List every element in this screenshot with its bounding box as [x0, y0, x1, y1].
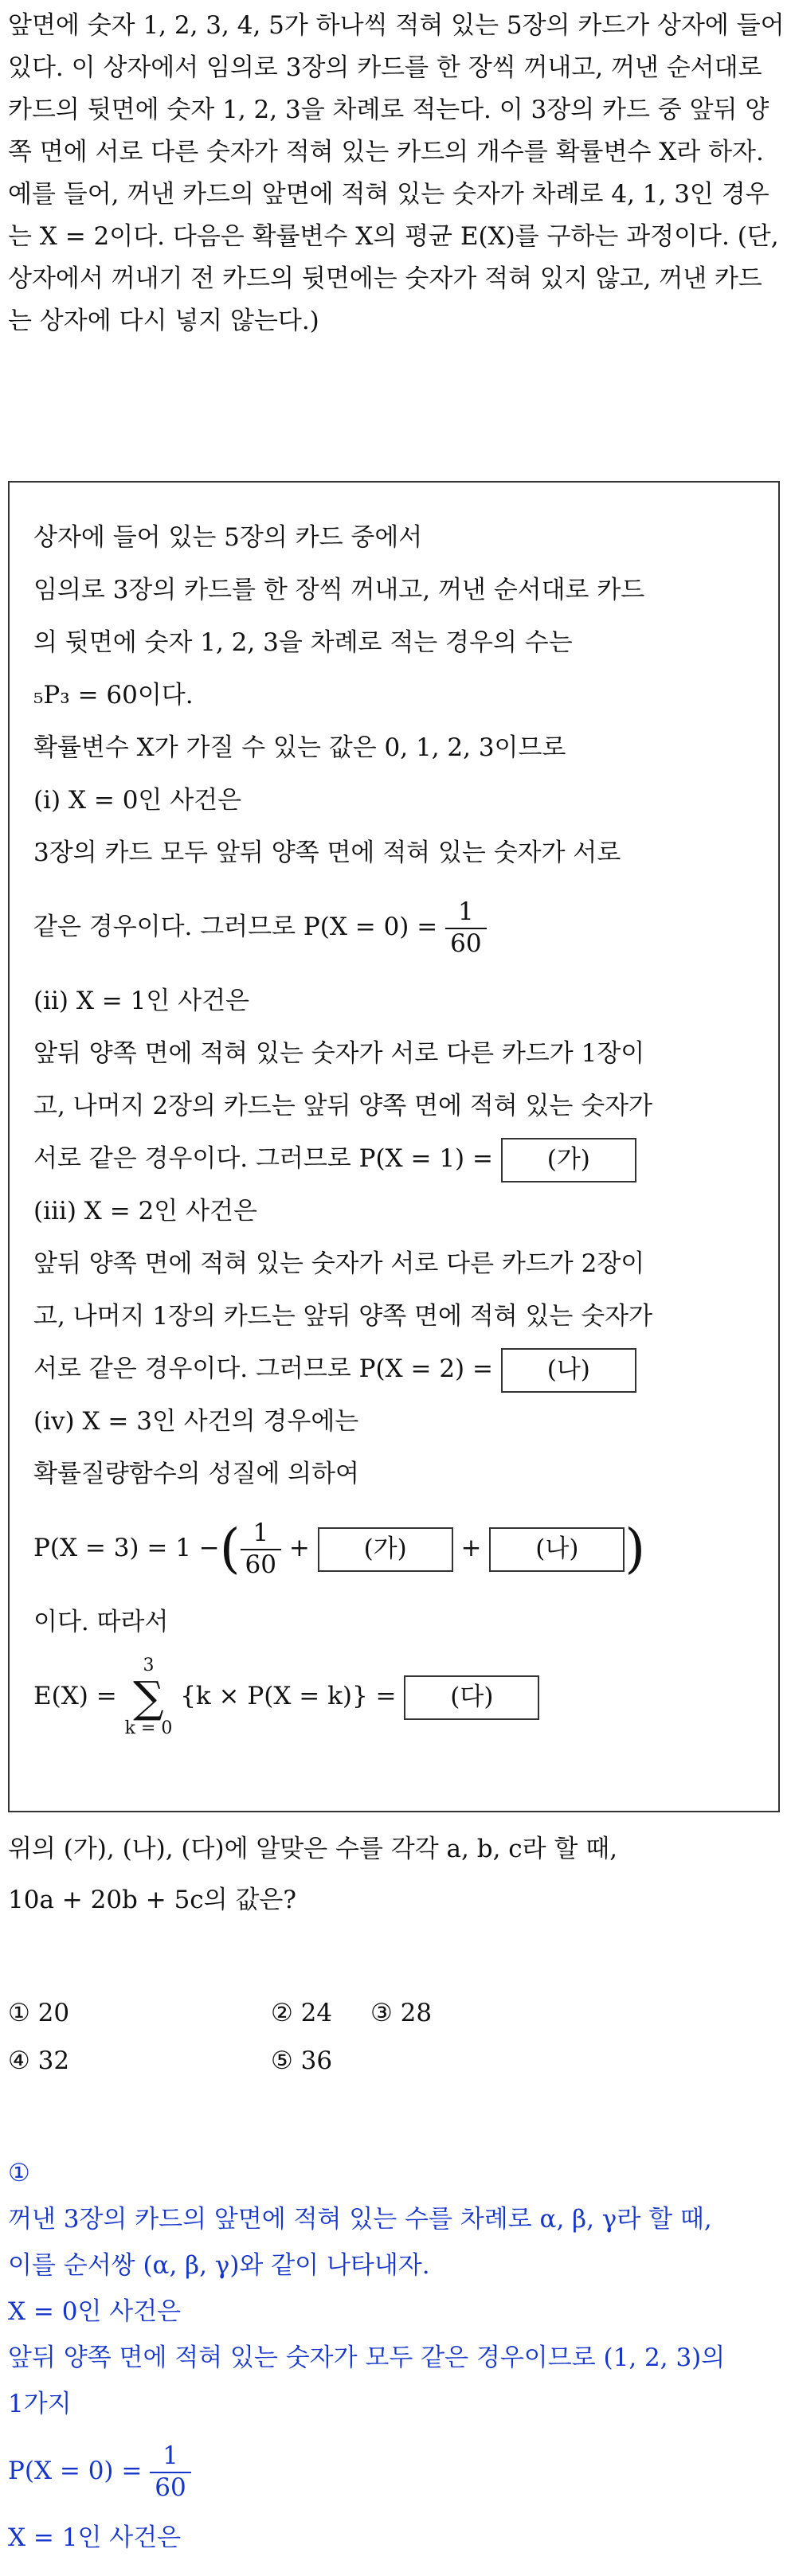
box-text: P(X = 3) = 1 − — [33, 1534, 220, 1562]
numerator: 1 — [241, 1519, 281, 1550]
box-line: 앞뒤 양쪽 면에 적혀 있는 숫자가 서로 다른 카드가 2장이 — [33, 1249, 645, 1278]
case-1-heading: (ⅰ) X = 0인 사건은 — [33, 786, 242, 815]
box-line: 임의로 3장의 카드를 한 장씩 꺼내고, 꺼낸 순서대로 카드 — [33, 576, 645, 604]
box-line: 고, 나머지 1장의 카드는 앞뒤 양쪽 면에 적혀 있는 숫자가 — [33, 1302, 653, 1331]
solution — [8, 2150, 785, 2561]
box-line: 의 뒷면에 숫자 1, 2, 3을 차례로 적는 경우의 수는 — [33, 628, 573, 657]
box-line: 확률질량함수의 성질에 의하여 — [33, 1460, 360, 1488]
blank-ga: (가) — [318, 1527, 453, 1572]
box-line: 확률변수 X가 가질 수 있는 값은 0, 1, 2, 3이므로 — [33, 733, 566, 762]
box-line: 상자에 들어 있는 5장의 카드 중에서 — [33, 523, 423, 552]
box-text: 같은 경우이다. 그러므로 P(X = 0) = — [33, 913, 438, 941]
box-text: E(X) = — [33, 1682, 117, 1710]
denominator: 60 — [155, 2472, 186, 2502]
box-line: 고, 나머지 2장의 카드는 앞뒤 양쪽 면에 적혀 있는 숫자가 — [33, 1092, 653, 1120]
fraction — [241, 1519, 281, 1579]
blank-da: (다) — [404, 1675, 539, 1720]
solution-text: P(X = 0) = — [8, 2457, 143, 2485]
solution-fraction-line — [8, 2427, 785, 2515]
blank-ga: (가) — [501, 1138, 636, 1182]
blank-na: (나) — [489, 1527, 625, 1572]
solution-line: X = 1인 사건은 — [8, 2523, 182, 2552]
box-text: 서로 같은 경우이다. 그러므로 P(X = 2) = — [33, 1354, 493, 1383]
question-line: 위의 (가), (나), (다)에 알맞은 수를 각각 a, b, c라 할 때, — [8, 1835, 618, 1863]
box-line — [33, 1343, 754, 1395]
question-line: 10a + 20b + 5c의 값은? — [8, 1886, 296, 1914]
sigma-glyph: ∑ — [133, 1671, 164, 1722]
choice-3[interactable]: ③ 28 — [370, 1999, 433, 2027]
answer-choices — [8, 1989, 785, 2085]
box-line-fraction — [33, 879, 754, 975]
numerator: 1 — [445, 897, 486, 928]
box-line: 앞뒤 양쪽 면에 적혀 있는 숫자가 서로 다른 카드가 1장이 — [33, 1039, 645, 1068]
expectation-formula — [33, 1648, 754, 1744]
choice-row — [8, 1989, 785, 2037]
box-text: {k × P(X = k)} = — [180, 1682, 397, 1710]
case-3-heading: (ⅲ) X = 2인 사건은 — [33, 1197, 257, 1225]
box-line-formula — [33, 1500, 754, 1596]
box-line: 3장의 카드 모두 앞뒤 양쪽 면에 적혀 있는 숫자가 서로 — [33, 838, 621, 867]
sum-lower-limit: k = 0 — [124, 1718, 173, 1738]
left-paren: ( — [219, 1518, 241, 1580]
solution-line: 꺼낸 3장의 카드의 앞면에 적혀 있는 수를 차례로 α, β, γ라 할 때, — [8, 2205, 712, 2234]
choice-row — [8, 2037, 785, 2085]
right-paren: ) — [625, 1518, 646, 1580]
box-line — [33, 1132, 754, 1185]
choice-4[interactable]: ④ 32 — [8, 2046, 70, 2075]
case-4-heading: (ⅳ) X = 3인 사건의 경우에는 — [33, 1407, 359, 1436]
blank-na: (나) — [501, 1348, 636, 1393]
question — [8, 1824, 785, 1925]
fraction — [445, 897, 486, 958]
problem-statement — [8, 5, 785, 342]
choice-2[interactable]: ② 24 — [271, 1999, 333, 2027]
numerator: 1 — [150, 2441, 190, 2472]
denominator: 60 — [245, 1550, 276, 1579]
solution-answer: ① — [8, 2159, 30, 2187]
summation-symbol — [125, 1656, 173, 1738]
solution-line: 앞뒤 양쪽 면에 적혀 있는 숫자가 모두 같은 경우이므로 (1, 2, 3)의 — [8, 2343, 726, 2372]
problem-text: 앞면에 숫자 1, 2, 3, 4, 5가 하나씩 적혀 있는 5장의 카드가 상자에 들어 있다. 이 상자에서 임의로 3장의 카드를 한 장씩 꺼내고, 꺼낸 순서대로 카드의 뒷면에 숫자 1, 2, 3을 차례로 적는다. 이 3장의 카드 중 앞뒤 양쪽 면에 서로 다른 숫자가 적혀 있는 카드의 개수를 확률변수 X라 하자. 예를 들어, 꺼낸 카드의 앞면에 적혀 있는 숫자가 차례로 4, 1, 3인 경우는 X = 2이다. 다음은 확률변수 X의 평균 E(X)를 구하는 과정이다. (단, 상자에서 꺼내기 전 카드의 뒷면에는 숫자가 적혀 있지 않고, 꺼낸 카드는 상자에 다시 넣지 않는다.) — [8, 11, 785, 335]
fraction — [150, 2441, 190, 2502]
box-text: 서로 같은 경우이다. 그러므로 P(X = 1) = — [33, 1144, 493, 1173]
box-line: ₅P₃ = 60이다. — [33, 681, 194, 709]
choice-5[interactable]: ⑤ 36 — [271, 2046, 333, 2075]
solution-line: 이를 순서쌍 (α, β, γ)와 같이 나타내자. — [8, 2251, 430, 2280]
choice-1[interactable]: ① 20 — [8, 1999, 70, 2027]
sum-upper-limit: 3 — [143, 1655, 155, 1676]
solution-process-box — [8, 481, 780, 1812]
case-2-heading: (ⅱ) X = 1인 사건은 — [33, 987, 249, 1015]
box-line: 이다. 따라서 — [33, 1608, 169, 1636]
plus-sign: + — [460, 1534, 482, 1562]
denominator: 60 — [450, 928, 482, 958]
solution-line: 1가지 — [8, 2390, 72, 2418]
solution-line: X = 0인 사건은 — [8, 2297, 182, 2326]
plus-sign: + — [288, 1534, 310, 1562]
